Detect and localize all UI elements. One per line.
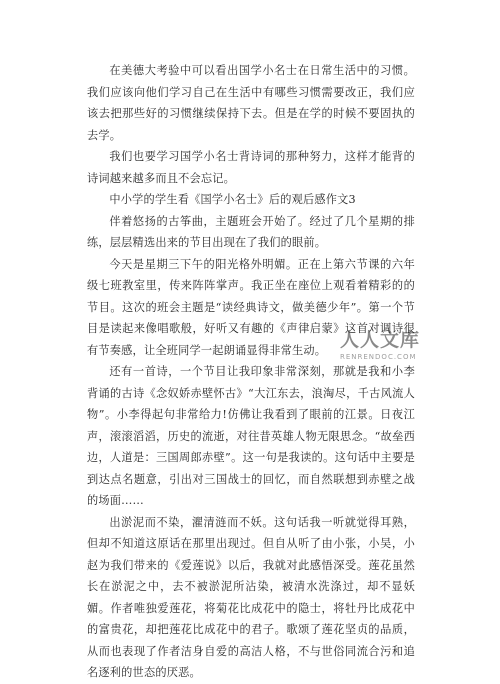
paragraph: 出淤泥而不染，濯清涟而不妖。这句话我一听就觉得耳熟，但却不知道这原话在那里出现过。但自从听了由小张，小吴，小赵为我们带来的《爱莲说》以后，我就对此感悟深受。莲花虽然长在淤泥之中，去不被淤泥所沾染，被清水洗涤过，却不显妖媚。作者唯独爱莲花，将菊花比成花中的隐士，将牡丹比成花中的富贵花，却把莲花比成花中的君子。歌颂了莲花坚贞的品质，从而也表现了作者洁身自爱的高洁人格，不与世俗同流合污和追名逐利的世态的厌恶。 [87, 515, 415, 679]
paragraph: 我们也要学习国学小名士背诗词的那种努力，这样才能背的诗词越来越多而且不会忘记。 [87, 150, 415, 185]
paragraph: 还有一首诗，一个节目让我印象非常深刻，那就是我和小李背诵的古诗《念奴娇赤壁怀古》“大江东去，浪淘尽，千古风流人物”。小李得起句非常给力!仿佛让我看到了眼前的江景。日夜江声，滚滚滔滔，历史的流逝，对往昔英雄人物无限思念。“故垒西边，人道是：三国周郎赤壁”。这一句是我读的。这句话中主要是到达点名题意，引出对三国战士的回忆，而自然联想到赤壁之战的场面…… [87, 365, 415, 507]
watermark-site-text: RENRENDOC.COM [340, 353, 417, 361]
paragraph: 在美德大考验中可以看出国学小名士在日常生活中的习惯。我们应该向他们学习自己在生活中有哪些习惯需要改正，我们应该去把那些好的习惯继续保持下去。但是在学的时候不要固执的去学。 [87, 64, 415, 142]
paragraph: 今天是星期三下午的阳光格外明媚。正在上第六节课的六年级七班教室里，传来阵阵掌声。我正坐在座位上观看着精彩的的节目。这次的班会主题是“读经典诗文，做美德少年”。第一个节目是读起来像唱歌般，好听又有趣的《声律启蒙》这首对调诗很有节奏感，让全班同学一起朗诵显得非常生动。 [87, 257, 415, 357]
paragraph: 伴着悠扬的古筝曲，主题班会开始了。经过了几个星期的排练，层层精选出来的节目出现在了我们的眼前。 [87, 214, 415, 249]
document-body [87, 60, 415, 684]
watermark-logo-text: 人人文库 [340, 329, 421, 351]
essay-title: 中小学的学生看《国学小名士》后的观后感作文3 [109, 193, 356, 206]
